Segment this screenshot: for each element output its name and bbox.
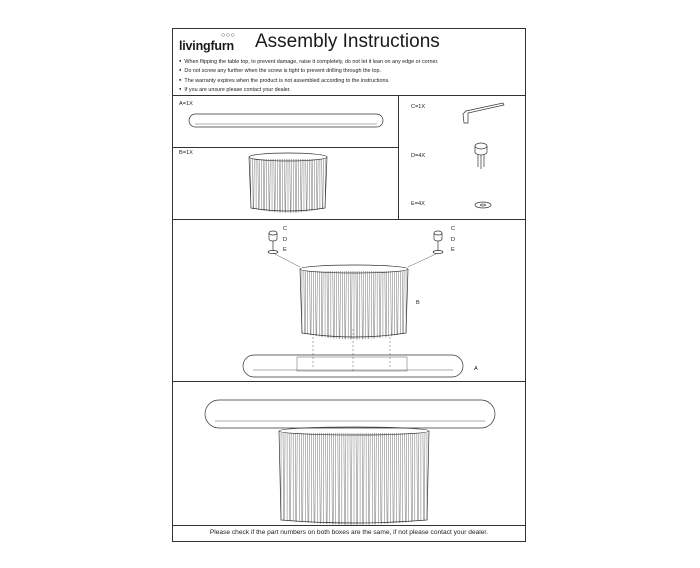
part-a-tabletop-drawing — [189, 114, 383, 127]
diagram-label-a: A — [474, 366, 478, 372]
diagram-label-c: C — [283, 226, 288, 232]
diagram-label-e: E — [283, 247, 287, 253]
note-item: ● Do not screw any further when the screw is tight to prevent drilling through the top. — [179, 66, 438, 75]
brand-mark: ○○○ — [221, 32, 236, 39]
assembly-drawings — [173, 29, 527, 543]
note-item: ● The warranty expires when the product is not assembled according to the instructions. — [179, 76, 438, 85]
part-d-screw-drawing — [475, 143, 487, 169]
page-title: Assembly Instructions — [255, 31, 440, 52]
instruction-sheet — [172, 28, 526, 542]
diagram-label-c: C — [451, 226, 456, 232]
part-b-base-drawing — [249, 153, 327, 213]
brand-logo: livingfurn — [179, 39, 234, 53]
diagram-label-d: D — [451, 237, 456, 243]
part-e-washer-drawing — [475, 202, 491, 208]
assembled-base-drawing — [279, 427, 429, 525]
assembled-tabletop-drawing — [205, 400, 495, 428]
note-item: ● If you are unsure please contact your dealer. — [179, 85, 438, 94]
diagram-label-b: B — [416, 300, 420, 306]
diagram-label-d: D — [283, 237, 288, 243]
diagram-label-e: E — [451, 247, 455, 253]
exploded-screw-left — [268, 231, 278, 254]
part-a-label: A=1X — [179, 101, 193, 107]
part-b-label: B=1X — [179, 150, 193, 156]
note-item: ● When flipping the table top, to prevent damage, raise it completely, do not let it lean on any edge or corner. — [179, 57, 438, 66]
exploded-base-drawing — [300, 265, 408, 339]
part-c-allen-key-drawing — [463, 103, 504, 123]
part-c-label: C=1X — [411, 104, 426, 110]
exploded-screw-right — [433, 231, 443, 254]
part-d-label: D=4X — [411, 153, 426, 159]
part-e-label: E=4X — [411, 201, 425, 207]
footer-note: Please check if the part numbers on both boxes are the same, if not please contact your dealer. — [209, 529, 489, 536]
